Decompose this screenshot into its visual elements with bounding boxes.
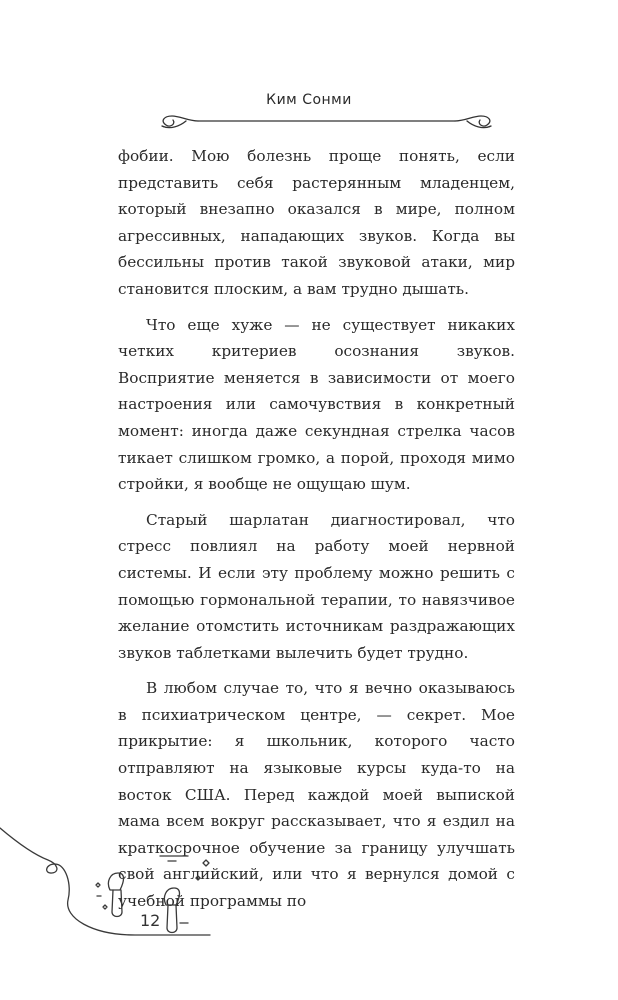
paragraph: Что еще хуже — не существует никаких четких критериев осознания звуков. Восприятие меняется в зависимости от моего настроения или самочувствия в конкретный момент: иногда даже секундная стрелка часов тикает слишком громко, а порой, проходя мимо стройки, я вообще не ощущаю шум. — [118, 315, 515, 494]
author-name: Ким Сонми — [266, 92, 352, 108]
paragraph: фобии. Мою болезнь проще понять, если представить себя растерянным младенцем, который внезапно оказался в мире, полном агрессивных, нападающих звуков. Когда вы бессильны против такой звуковой атаки, мир становится плоским, а вам трудно дышать. — [118, 147, 515, 298]
paragraph: Старый шарлатан диагностировал, что стресс повлиял на работу моей нервной системы. И если эту проблему можно решить с помощью гормональной терапии, то навязчивое желание отомстить источникам раздражающих звуков таблетками вылечить будет трудно. — [118, 510, 515, 662]
paragraph: В любом случае то, что я вечно оказываюсь в психиатрическом центре, — секрет. Мое прикрытие: я школьник, которого часто отправляют на языковые курсы куда-то на восток США. Перед каждой моей выпиской мама всем вокруг рассказывает, что я ездил на краткосрочное обучение за границу улучшать свой английский, или что я вернулся домой с учебной программы по — [118, 679, 515, 911]
page-number: 12 — [137, 911, 163, 930]
